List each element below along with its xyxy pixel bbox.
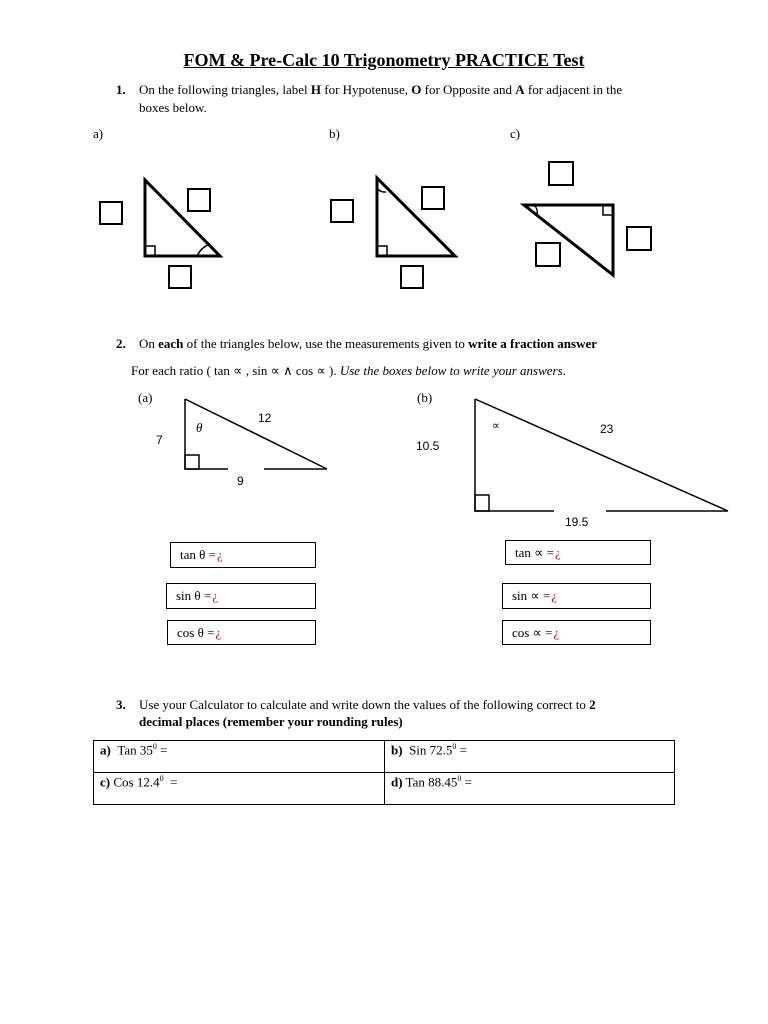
q3-cell-d[interactable]: d) Tan $88.45^0$ = — [385, 773, 675, 805]
q2b-angle-alpha: ∝ — [492, 420, 500, 432]
q1c-label-box-top[interactable] — [548, 161, 574, 186]
q1a-label-box-hyp[interactable] — [187, 188, 211, 212]
q2b-tan-answer-box[interactable]: tan ∝ = ¿ — [505, 540, 651, 565]
q2b-side-hypotenuse: 23 — [600, 422, 614, 436]
q2a-tan-answer-box[interactable]: tan θ = ¿ — [170, 542, 316, 568]
q2b-cos-answer-box[interactable]: cos ∝ = ¿ — [502, 620, 651, 645]
q2-label-a: (a) — [138, 390, 153, 405]
q1-line2: boxes below. — [139, 100, 207, 115]
q1-label-a: a) — [93, 126, 104, 141]
q2b-sin-answer-box[interactable]: sin ∝ = ¿ — [502, 583, 651, 609]
q2a-side-hypotenuse: 12 — [258, 411, 272, 425]
q1-label-b: b) — [329, 126, 340, 141]
q2b-side-bottom: 19.5 — [565, 515, 589, 529]
q2-line2: For each ratio ( tan ∝ , sin ∝ ∧ cos ∝ ). Use the boxes below to write your answers. — [131, 363, 566, 378]
q2a-side-opposite: 7 — [156, 433, 163, 447]
q2b-side-left: 10.5 — [416, 439, 440, 453]
q2-triangle-b — [475, 399, 728, 511]
q1b-label-box-hyp[interactable] — [421, 186, 445, 210]
q1c-label-box-right[interactable] — [626, 226, 652, 251]
q2a-side-adjacent: 9 — [237, 474, 244, 488]
page-title: FOM & Pre-Calc 10 Trigonometry PRACTICE Test — [183, 50, 585, 70]
q3-cell-b[interactable]: b) Sin $72.5^0$ = — [385, 741, 675, 773]
q1a-label-box-left[interactable] — [99, 201, 123, 225]
q3-number: 3. — [116, 697, 126, 712]
q1-number: 1. — [116, 82, 126, 97]
q1c-label-box-hyp[interactable] — [535, 242, 561, 267]
q3-line2: decimal places (remember your rounding rules) — [139, 714, 403, 729]
q2-line1: On each of the triangles below, use the measurements given to write a fraction answer — [139, 336, 598, 351]
q2-number: 2. — [116, 336, 126, 351]
q1-label-c: c) — [510, 126, 521, 141]
q2a-angle-theta: θ — [196, 420, 203, 435]
q3-calculator-table — [93, 740, 675, 805]
q1b-label-box-left[interactable] — [330, 199, 354, 223]
q3-line1: Use your Calculator to calculate and write down the values of the following correct to 2 — [139, 697, 596, 712]
q1a-label-box-bottom[interactable] — [168, 265, 192, 289]
q2a-cos-answer-box[interactable]: cos θ = ¿ — [167, 620, 316, 645]
q2-label-b: (b) — [417, 390, 433, 405]
q3-cell-c[interactable]: c) Cos 12.4$^0$ = — [94, 773, 385, 805]
q2-triangle-a — [185, 399, 327, 469]
q3-cell-a[interactable]: a) Tan $35^0$ = — [94, 741, 385, 773]
q2a-sin-answer-box[interactable]: sin θ = ¿ — [166, 583, 316, 609]
q1-line1: On the following triangles, label H for Hypotenuse, O for Opposite and A for adjacent in the — [139, 82, 623, 97]
q1b-label-box-bottom[interactable] — [400, 265, 424, 289]
